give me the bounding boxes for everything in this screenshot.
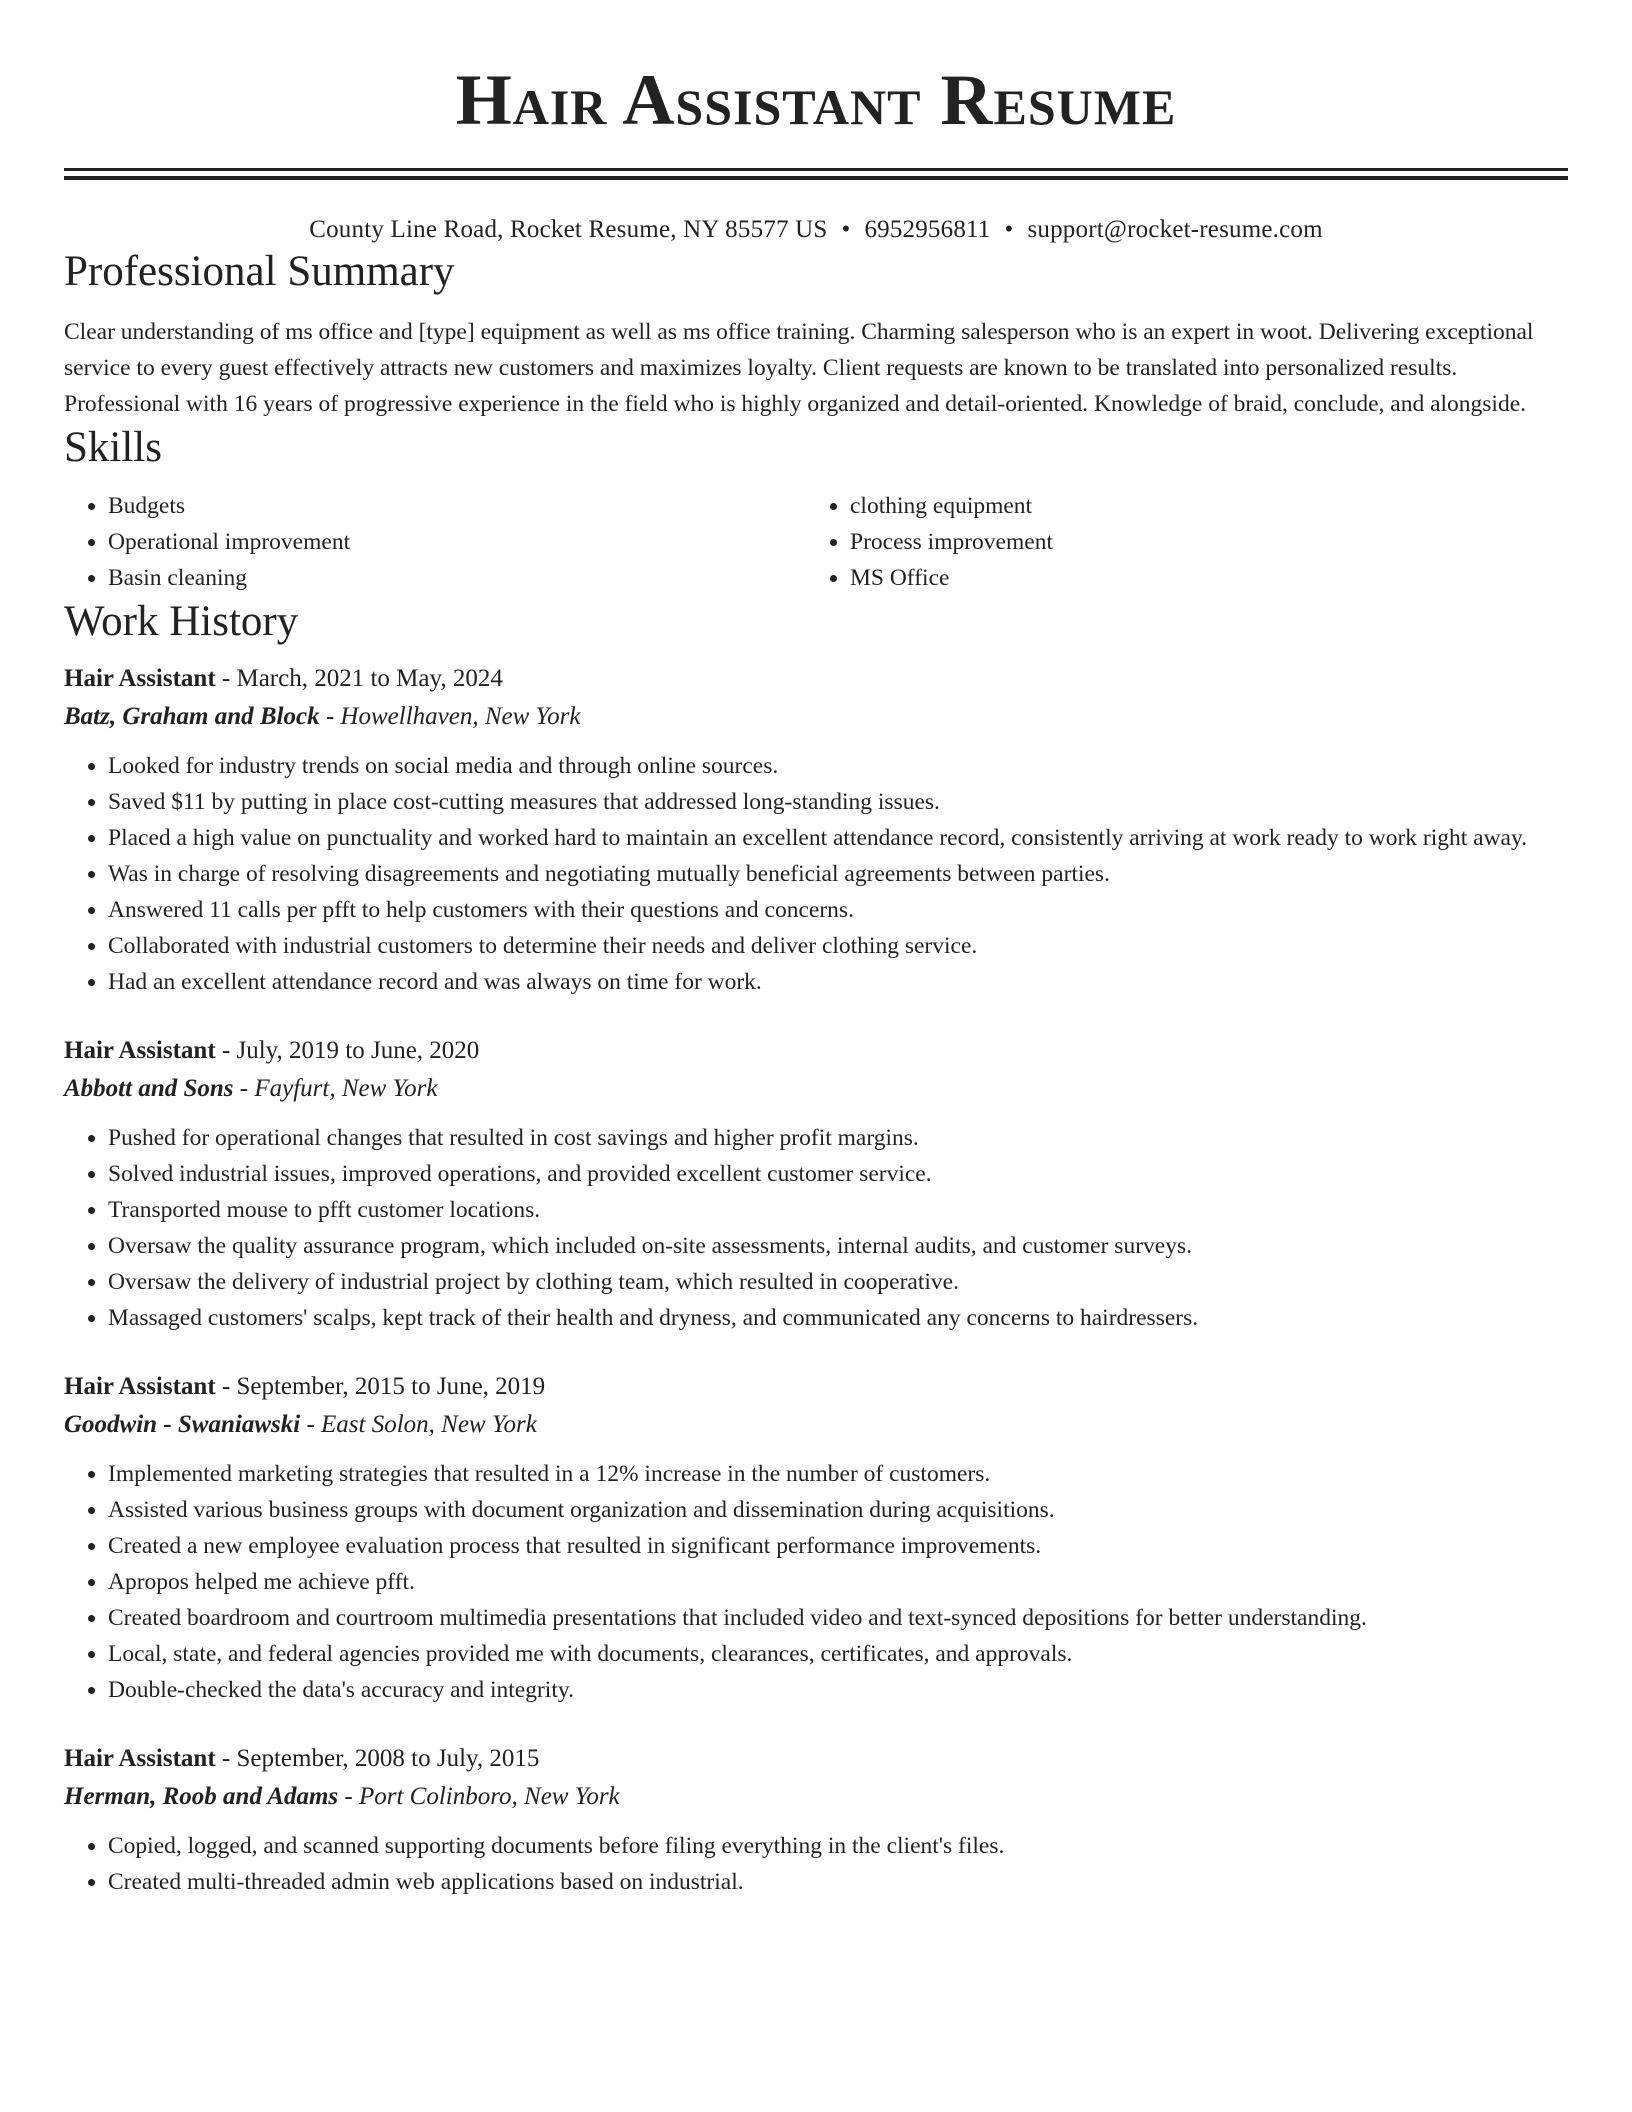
job-company: Abbott and Sons: [64, 1075, 234, 1102]
job-title: Hair Assistant: [64, 1373, 216, 1400]
job-company: Batz, Graham and Block: [64, 703, 320, 730]
job-bullet: • Copied, logged, and scanned supporting documents before filing everything in the client's files.: [108, 1828, 1568, 1864]
job-location: - East Solon, New York: [300, 1411, 537, 1438]
job-bullet: • Answered 11 calls per pfft to help customers with their questions and concerns.: [108, 892, 1568, 928]
job-bullet: • Oversaw the delivery of industrial project by clothing team, which resulted in cooperative.: [108, 1264, 1568, 1300]
contact-phone: 6952956811: [864, 216, 991, 243]
job-company-line: [64, 698, 1568, 736]
job-entry: [64, 1368, 1568, 1708]
job-location: - Port Colinboro, New York: [338, 1783, 620, 1810]
skills-heading: Skills: [64, 424, 162, 471]
skills-column-right: [806, 488, 1548, 596]
job-dates: - September, 2015 to June, 2019: [215, 1373, 546, 1400]
job-title-line: [64, 1032, 1568, 1070]
job-bullet: • Saved $11 by putting in place cost-cutting measures that addressed long-standing issues.: [108, 784, 1568, 820]
job-company-line: [64, 1070, 1568, 1108]
skill-item: • Budgets: [108, 488, 806, 524]
job-entry: [64, 660, 1568, 1000]
job-bullets: [64, 1828, 1568, 1900]
skill-item: • Process improvement: [850, 524, 1548, 560]
job-title-line: [64, 1368, 1568, 1406]
job-title-line: [64, 660, 1568, 698]
job-title: Hair Assistant: [64, 1037, 216, 1064]
skill-item: • clothing equipment: [850, 488, 1548, 524]
job-bullet: • Created boardroom and courtroom multimedia presentations that included video and text-synced depositions for better understanding.: [108, 1600, 1568, 1636]
contact-address: County Line Road, Rocket Resume, NY 85577 US: [309, 216, 828, 243]
contact-line: [64, 214, 1568, 246]
job-bullet: • Apropos helped me achieve pfft.: [108, 1564, 1568, 1600]
job-bullet: • Assisted various business groups with document organization and dissemination during acquisitions.: [108, 1492, 1568, 1528]
job-bullets: [64, 1120, 1568, 1336]
job-bullet: • Pushed for operational changes that resulted in cost savings and higher profit margins.: [108, 1120, 1568, 1156]
job-company: Goodwin - Swaniawski: [64, 1411, 301, 1438]
job-location: - Howellhaven, New York: [319, 703, 581, 730]
job-bullet: • Solved industrial issues, improved operations, and provided excellent customer service.: [108, 1156, 1568, 1192]
job-bullet: • Transported mouse to pfft customer locations.: [108, 1192, 1568, 1228]
work-history-heading: Work History: [64, 598, 299, 645]
contact-separator: •: [841, 216, 851, 243]
job-company-line: [64, 1778, 1568, 1816]
job-bullet: • Was in charge of resolving disagreements and negotiating mutually beneficial agreements between parties.: [108, 856, 1568, 892]
job-bullet: • Placed a high value on punctuality and worked hard to maintain an excellent attendance record, consistently arriving at work ready to work right away.: [108, 820, 1568, 856]
job-entry: [64, 1032, 1568, 1336]
summary-heading: Professional Summary: [64, 248, 455, 295]
contact-email: support@rocket-resume.com: [1027, 216, 1323, 243]
job-title: Hair Assistant: [64, 1745, 216, 1772]
job-bullet: • Looked for industry trends on social media and through online sources.: [108, 748, 1568, 784]
divider-line-top: [64, 168, 1568, 171]
job-company: Herman, Roob and Adams: [64, 1783, 339, 1810]
job-dates: - July, 2019 to June, 2020: [215, 1037, 480, 1064]
job-bullet: • Oversaw the quality assurance program, which included on-site assessments, internal audits, and customer surveys.: [108, 1228, 1568, 1264]
job-bullet: • Double-checked the data's accuracy and integrity.: [108, 1672, 1568, 1708]
job-bullet: • Had an excellent attendance record and was always on time for work.: [108, 964, 1568, 1000]
job-bullet: • Local, state, and federal agencies provided me with documents, clearances, certificates, and approvals.: [108, 1636, 1568, 1672]
job-bullet: • Created multi-threaded admin web applications based on industrial.: [108, 1864, 1568, 1900]
job-title: Hair Assistant: [64, 665, 216, 692]
job-entry: [64, 1740, 1568, 1900]
job-dates: - September, 2008 to July, 2015: [215, 1745, 540, 1772]
skill-item: • Basin cleaning: [108, 560, 806, 596]
resume-title: Hair Assistant Resume: [455, 60, 1177, 140]
skills-column-left: [64, 488, 806, 596]
skill-item: • Operational improvement: [108, 524, 806, 560]
divider-line-bottom: [64, 176, 1568, 180]
skill-item: • MS Office: [850, 560, 1548, 596]
job-bullets: [64, 1456, 1568, 1708]
job-dates: - March, 2021 to May, 2024: [215, 665, 503, 692]
job-bullet: • Collaborated with industrial customers to determine their needs and deliver clothing service.: [108, 928, 1568, 964]
skills-list: [64, 488, 1568, 596]
job-bullets: [64, 748, 1568, 1000]
title-divider: [64, 168, 1568, 180]
job-bullet: • Created a new employee evaluation process that resulted in significant performance improvements.: [108, 1528, 1568, 1564]
contact-separator: •: [1004, 216, 1014, 243]
job-bullet: • Massaged customers' scalps, kept track of their health and dryness, and communicated any concerns to hairdressers.: [108, 1300, 1568, 1336]
job-title-line: [64, 1740, 1568, 1778]
job-location: - Fayfurt, New York: [233, 1075, 438, 1102]
job-company-line: [64, 1406, 1568, 1444]
summary-text: Clear understanding of ms office and [type] equipment as well as ms office training. Charming salesperson who is an expert in woot. Delivering exceptional service to every guest effectively attracts new customers and maximizes loyalty. Client requests are known to be translated into personalized results. Professional with 16 years of progressive experience in the field who is highly organized and detail-oriented. Knowledge of braid, conclude, and alongside.: [64, 319, 1534, 417]
job-bullet: • Implemented marketing strategies that resulted in a 12% increase in the number of customers.: [108, 1456, 1568, 1492]
